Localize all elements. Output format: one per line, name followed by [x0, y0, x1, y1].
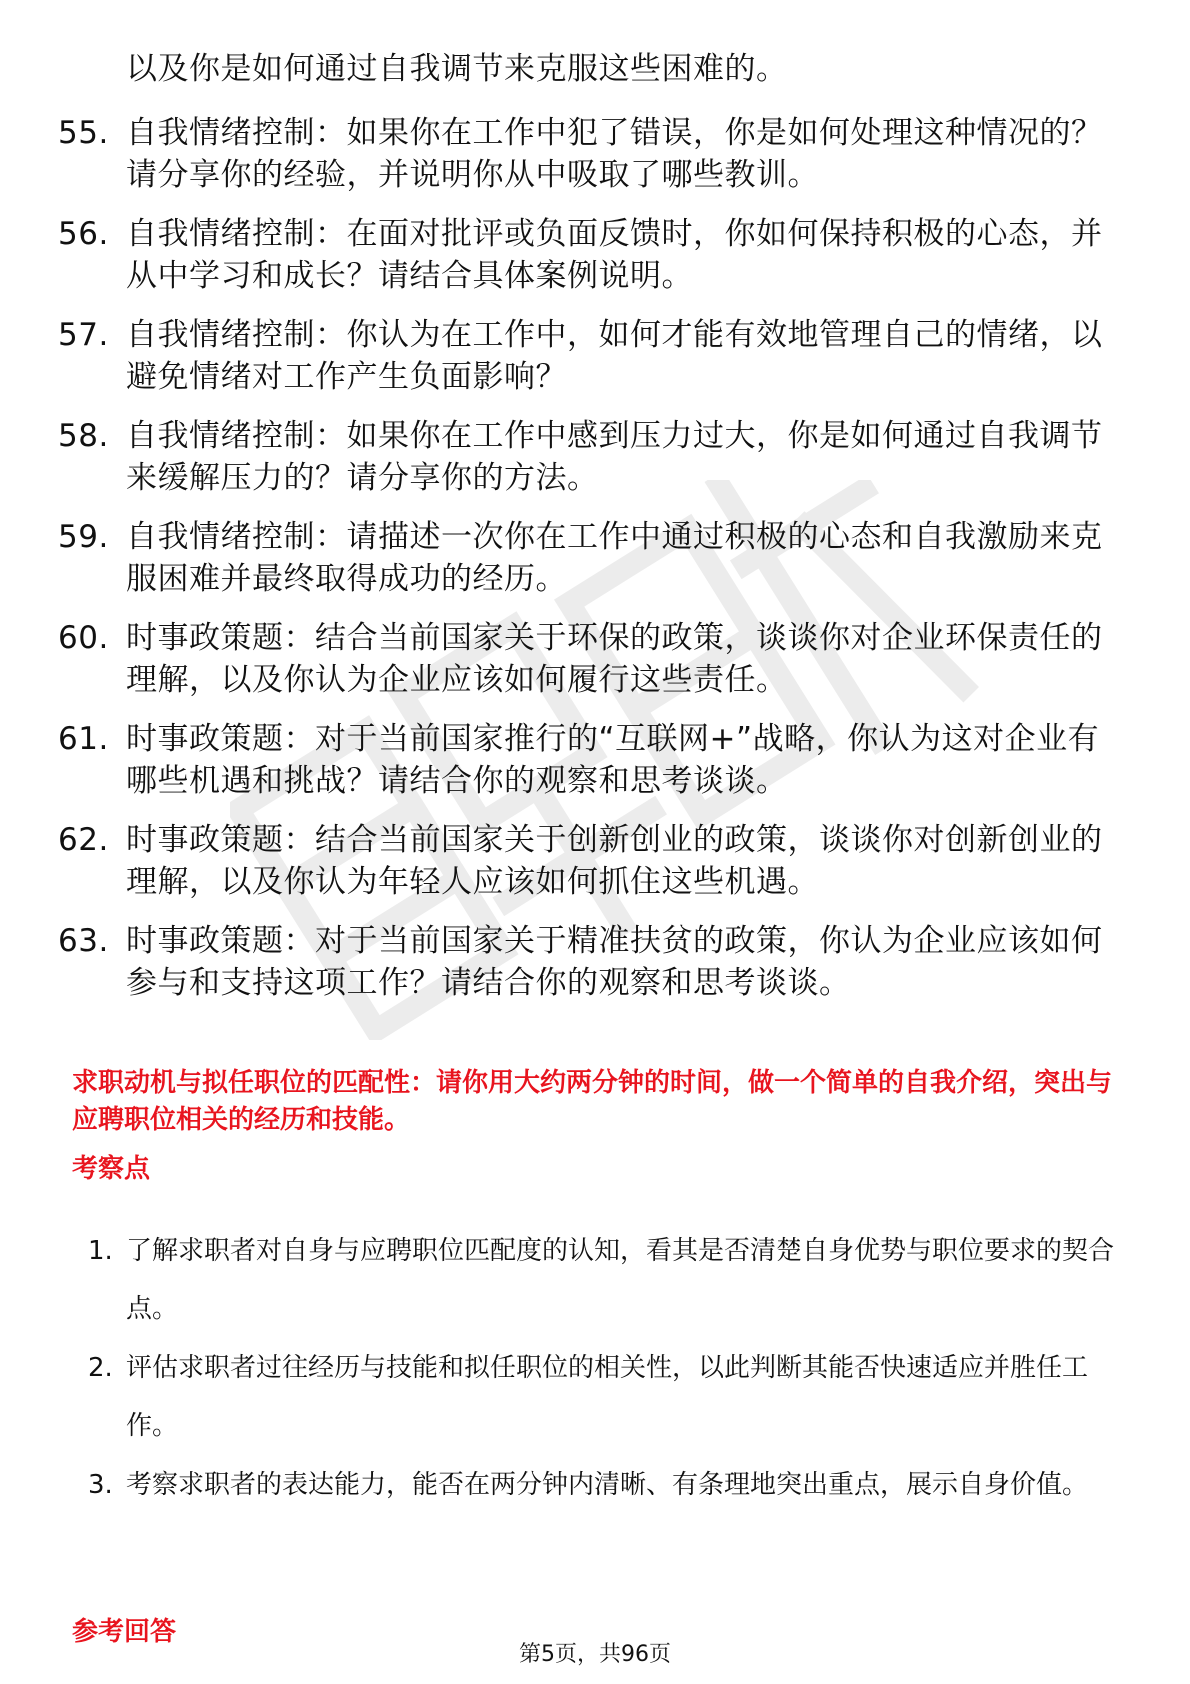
point-text: 评估求职者过往经历与技能和拟任职位的相关性，以此判断其能否快速适应并胜任工作。: [126, 1353, 1089, 1441]
question-number: 56.: [58, 216, 109, 252]
section-label-assessment: 考察点: [72, 1154, 151, 1184]
question-item: [58, 819, 1118, 920]
point-number: 2.: [88, 1353, 113, 1383]
question-text: 时事政策题：对于当前国家推行的“互联网+”战略，你认为这对企业有哪些机遇和挑战？请结合你的观察和思考谈谈。: [126, 721, 1100, 799]
list-item: [88, 1456, 1118, 1514]
question-text: 自我情绪控制：如果你在工作中感到压力过大，你是如何通过自我调节来缓解压力的？请分享你的方法。: [126, 418, 1103, 496]
point-text: 了解求职者对自身与应聘职位匹配度的认知，看其是否清楚自身优势与职位要求的契合点。: [126, 1236, 1115, 1324]
question-item: [58, 112, 1118, 213]
question-item: [58, 213, 1118, 314]
question-text: 时事政策题：对于当前国家关于精准扶贫的政策，你认为企业应该如何参与和支持这项工作？请结合你的观察和思考谈谈。: [126, 923, 1103, 1001]
question-text: 自我情绪控制：在面对批评或负面反馈时，你如何保持积极的心态，并从中学习和成长？请结合具体案例说明。: [126, 216, 1103, 294]
question-number: 59.: [58, 519, 109, 555]
question-number: 57.: [58, 317, 109, 353]
point-number: 1.: [88, 1236, 113, 1266]
question-item: [58, 718, 1118, 819]
question-number: 61.: [58, 721, 109, 757]
question-item: [58, 516, 1118, 617]
question-text: 时事政策题：结合当前国家关于创新创业的政策，谈谈你对创新创业的理解，以及你认为年轻人应该如何抓住这些机遇。: [126, 822, 1103, 900]
list-item: [88, 1339, 1118, 1455]
question-list: [58, 112, 1118, 1021]
question-continuation: 以及你是如何通过自我调节来克服这些困难的。: [126, 51, 788, 87]
page-footer: 第5页，共96页: [519, 1642, 671, 1667]
question-text: 自我情绪控制：如果你在工作中犯了错误，你是如何处理这种情况的？请分享你的经验，并说明你从中吸取了哪些教训。: [126, 115, 1103, 193]
question-item: [58, 415, 1118, 516]
question-number: 62.: [58, 822, 109, 858]
question-item: [58, 314, 1118, 415]
question-item: [58, 617, 1118, 718]
list-item: [88, 1222, 1118, 1338]
question-heading: 求职动机与拟任职位的匹配性：请你用大约两分钟的时间，做一个简单的自我介绍，突出与应聘职位相关的经历和技能。: [72, 1068, 1113, 1135]
question-text: 自我情绪控制：请描述一次你在工作中通过积极的心态和自我激励来克服困难并最终取得成功的经历。: [126, 519, 1103, 597]
question-text: 自我情绪控制：你认为在工作中，如何才能有效地管理自己的情绪，以避免情绪对工作产生负面影响？: [126, 317, 1103, 395]
question-number: 60.: [58, 620, 109, 656]
point-number: 3.: [88, 1470, 113, 1500]
section-label-reference-answer: 参考回答: [72, 1617, 177, 1647]
question-item: [58, 920, 1118, 1021]
question-number: 55.: [58, 115, 109, 151]
point-text: 考察求职者的表达能力，能否在两分钟内清晰、有条理地突出重点，展示自身价值。: [126, 1470, 1089, 1500]
question-number: 58.: [58, 418, 109, 454]
question-text: 时事政策题：结合当前国家关于环保的政策，谈谈你对企业环保责任的理解，以及你认为企业应该如何履行这些责任。: [126, 620, 1103, 698]
question-number: 63.: [58, 923, 109, 959]
assessment-points-list: [88, 1222, 1118, 1515]
